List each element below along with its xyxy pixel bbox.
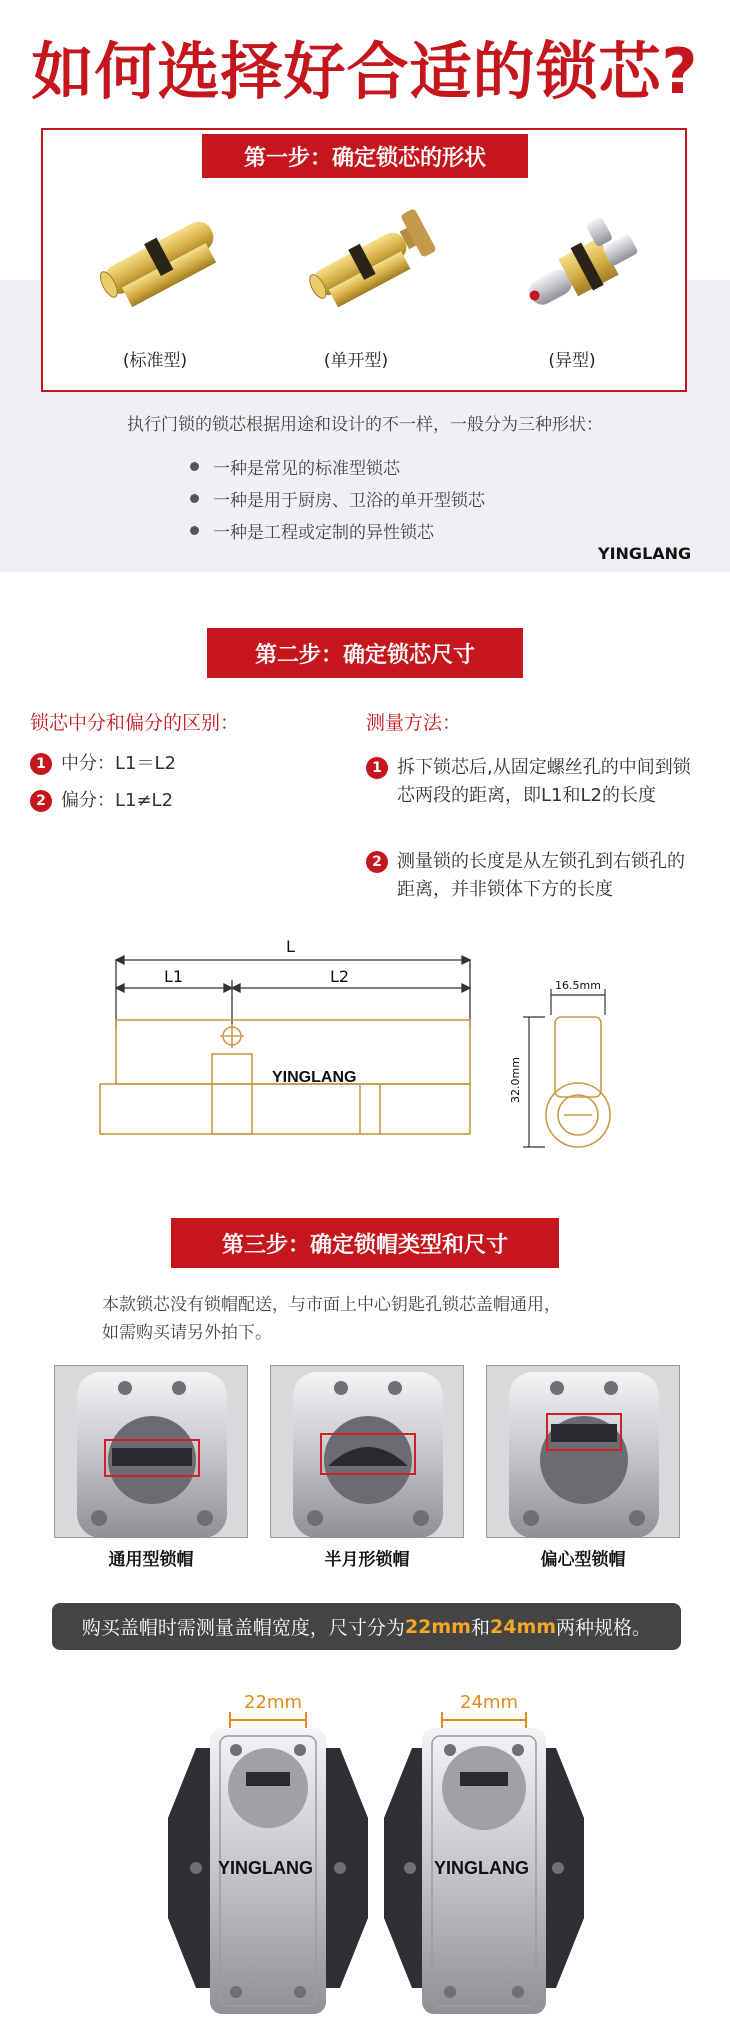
item-text: 中分：L1＝L2 [61, 753, 176, 774]
cylinder-side-view [509, 975, 625, 1155]
dimension-label-L2: L2 [330, 967, 350, 986]
width-dimension-label: 16.5mm [555, 979, 601, 992]
center-offset-item [30, 750, 176, 778]
dimension-label-L: L [286, 937, 295, 956]
note-prefix: 购买盖帽时需测量盖帽宽度，尺寸分为 [81, 1617, 405, 1639]
number-badge: 2 [30, 790, 52, 812]
diagram-brand: YINGLANG [272, 1069, 357, 1086]
step2-banner: 第二步：确定锁芯尺寸 [207, 628, 523, 678]
note-suffix: 两种规格。 [556, 1617, 652, 1639]
size-label-22: 22mm [244, 1692, 302, 1713]
number-badge: 1 [366, 757, 388, 779]
cylinder-label-standard: (标准型) [122, 351, 188, 371]
step3-description-line2: 如需购买请另外拍下。 [102, 1323, 272, 1343]
step1-bullet [190, 518, 434, 543]
cylinder-dimension-diagram [100, 930, 490, 1150]
measure-item [366, 754, 691, 810]
cap-card-eccentric [486, 1365, 680, 1538]
single-knob-cylinder-icon [300, 205, 440, 317]
bullet-dot [190, 462, 199, 471]
size-label-24: 24mm [460, 1692, 518, 1713]
special-cylinder-icon [515, 210, 645, 325]
item-text: 测量锁的长度是从左锁孔到右锁孔的距离，并非锁体下方的长度 [397, 851, 685, 900]
height-dimension-label: 32.0mm [509, 1057, 522, 1103]
center-offset-item [30, 787, 173, 815]
step1-banner: 第一步：确定锁芯的形状 [202, 134, 528, 178]
note-mid: 和 [470, 1617, 490, 1639]
cap-size-24 [384, 1688, 584, 2018]
step3-description-line1: 本款锁芯没有锁帽配送，与市面上中心钥匙孔锁芯盖帽通用， [102, 1295, 561, 1315]
page-title: 如何选择好合适的锁芯? [31, 35, 699, 108]
eccentric-cap-icon [487, 1366, 681, 1539]
bullet-dot [190, 494, 199, 503]
note-size-22: 22mm [404, 1615, 471, 1638]
bullet-text: 一种是用于厨房、卫浴的单开型锁芯 [213, 491, 485, 511]
cap-brand-24: YINGLANG [434, 1858, 530, 1878]
brand-logo: YINGLANG [598, 544, 692, 563]
note-size-24: 24mm [490, 1615, 557, 1638]
cylinder-label-special: (异型) [548, 351, 596, 371]
cap-size-22 [168, 1688, 368, 2018]
step1-description: 执行门锁的锁芯根据用途和设计的不一样，一般分为三种形状： [127, 415, 603, 435]
item-text: 拆下锁芯后,从固定螺丝孔的中间到锁芯两段的距离，即L1和L2的长度 [397, 757, 691, 806]
standard-cylinder-icon [95, 208, 230, 318]
center-offset-heading: 锁芯中分和偏分的区别： [30, 712, 240, 734]
step3-banner: 第三步：确定锁帽类型和尺寸 [171, 1218, 559, 1268]
step1-bullet [190, 486, 485, 511]
cap-label-eccentric: 偏心型锁帽 [540, 1550, 626, 1570]
bullet-dot [190, 526, 199, 535]
measure-item [366, 848, 691, 904]
number-badge: 2 [366, 851, 388, 873]
bullet-text: 一种是常见的标准型锁芯 [213, 459, 400, 479]
measure-heading: 测量方法： [366, 712, 462, 734]
cap-card-universal [54, 1365, 248, 1538]
bullet-text: 一种是工程或定制的异性锁芯 [213, 523, 434, 543]
number-badge: 1 [30, 753, 52, 775]
cap-card-half-moon [270, 1365, 464, 1538]
half-moon-cap-icon [271, 1366, 465, 1539]
cap-label-half-moon: 半月形锁帽 [324, 1550, 410, 1570]
step1-bullet [190, 454, 400, 479]
dimension-label-L1: L1 [164, 967, 184, 986]
cap-label-universal: 通用型锁帽 [108, 1550, 194, 1570]
universal-cap-icon [55, 1366, 249, 1539]
cap-brand-22: YINGLANG [218, 1858, 314, 1878]
item-text: 偏分：L1≠L2 [61, 790, 174, 811]
cylinder-label-single: (单开型) [323, 351, 389, 371]
cap-width-note [52, 1603, 681, 1650]
